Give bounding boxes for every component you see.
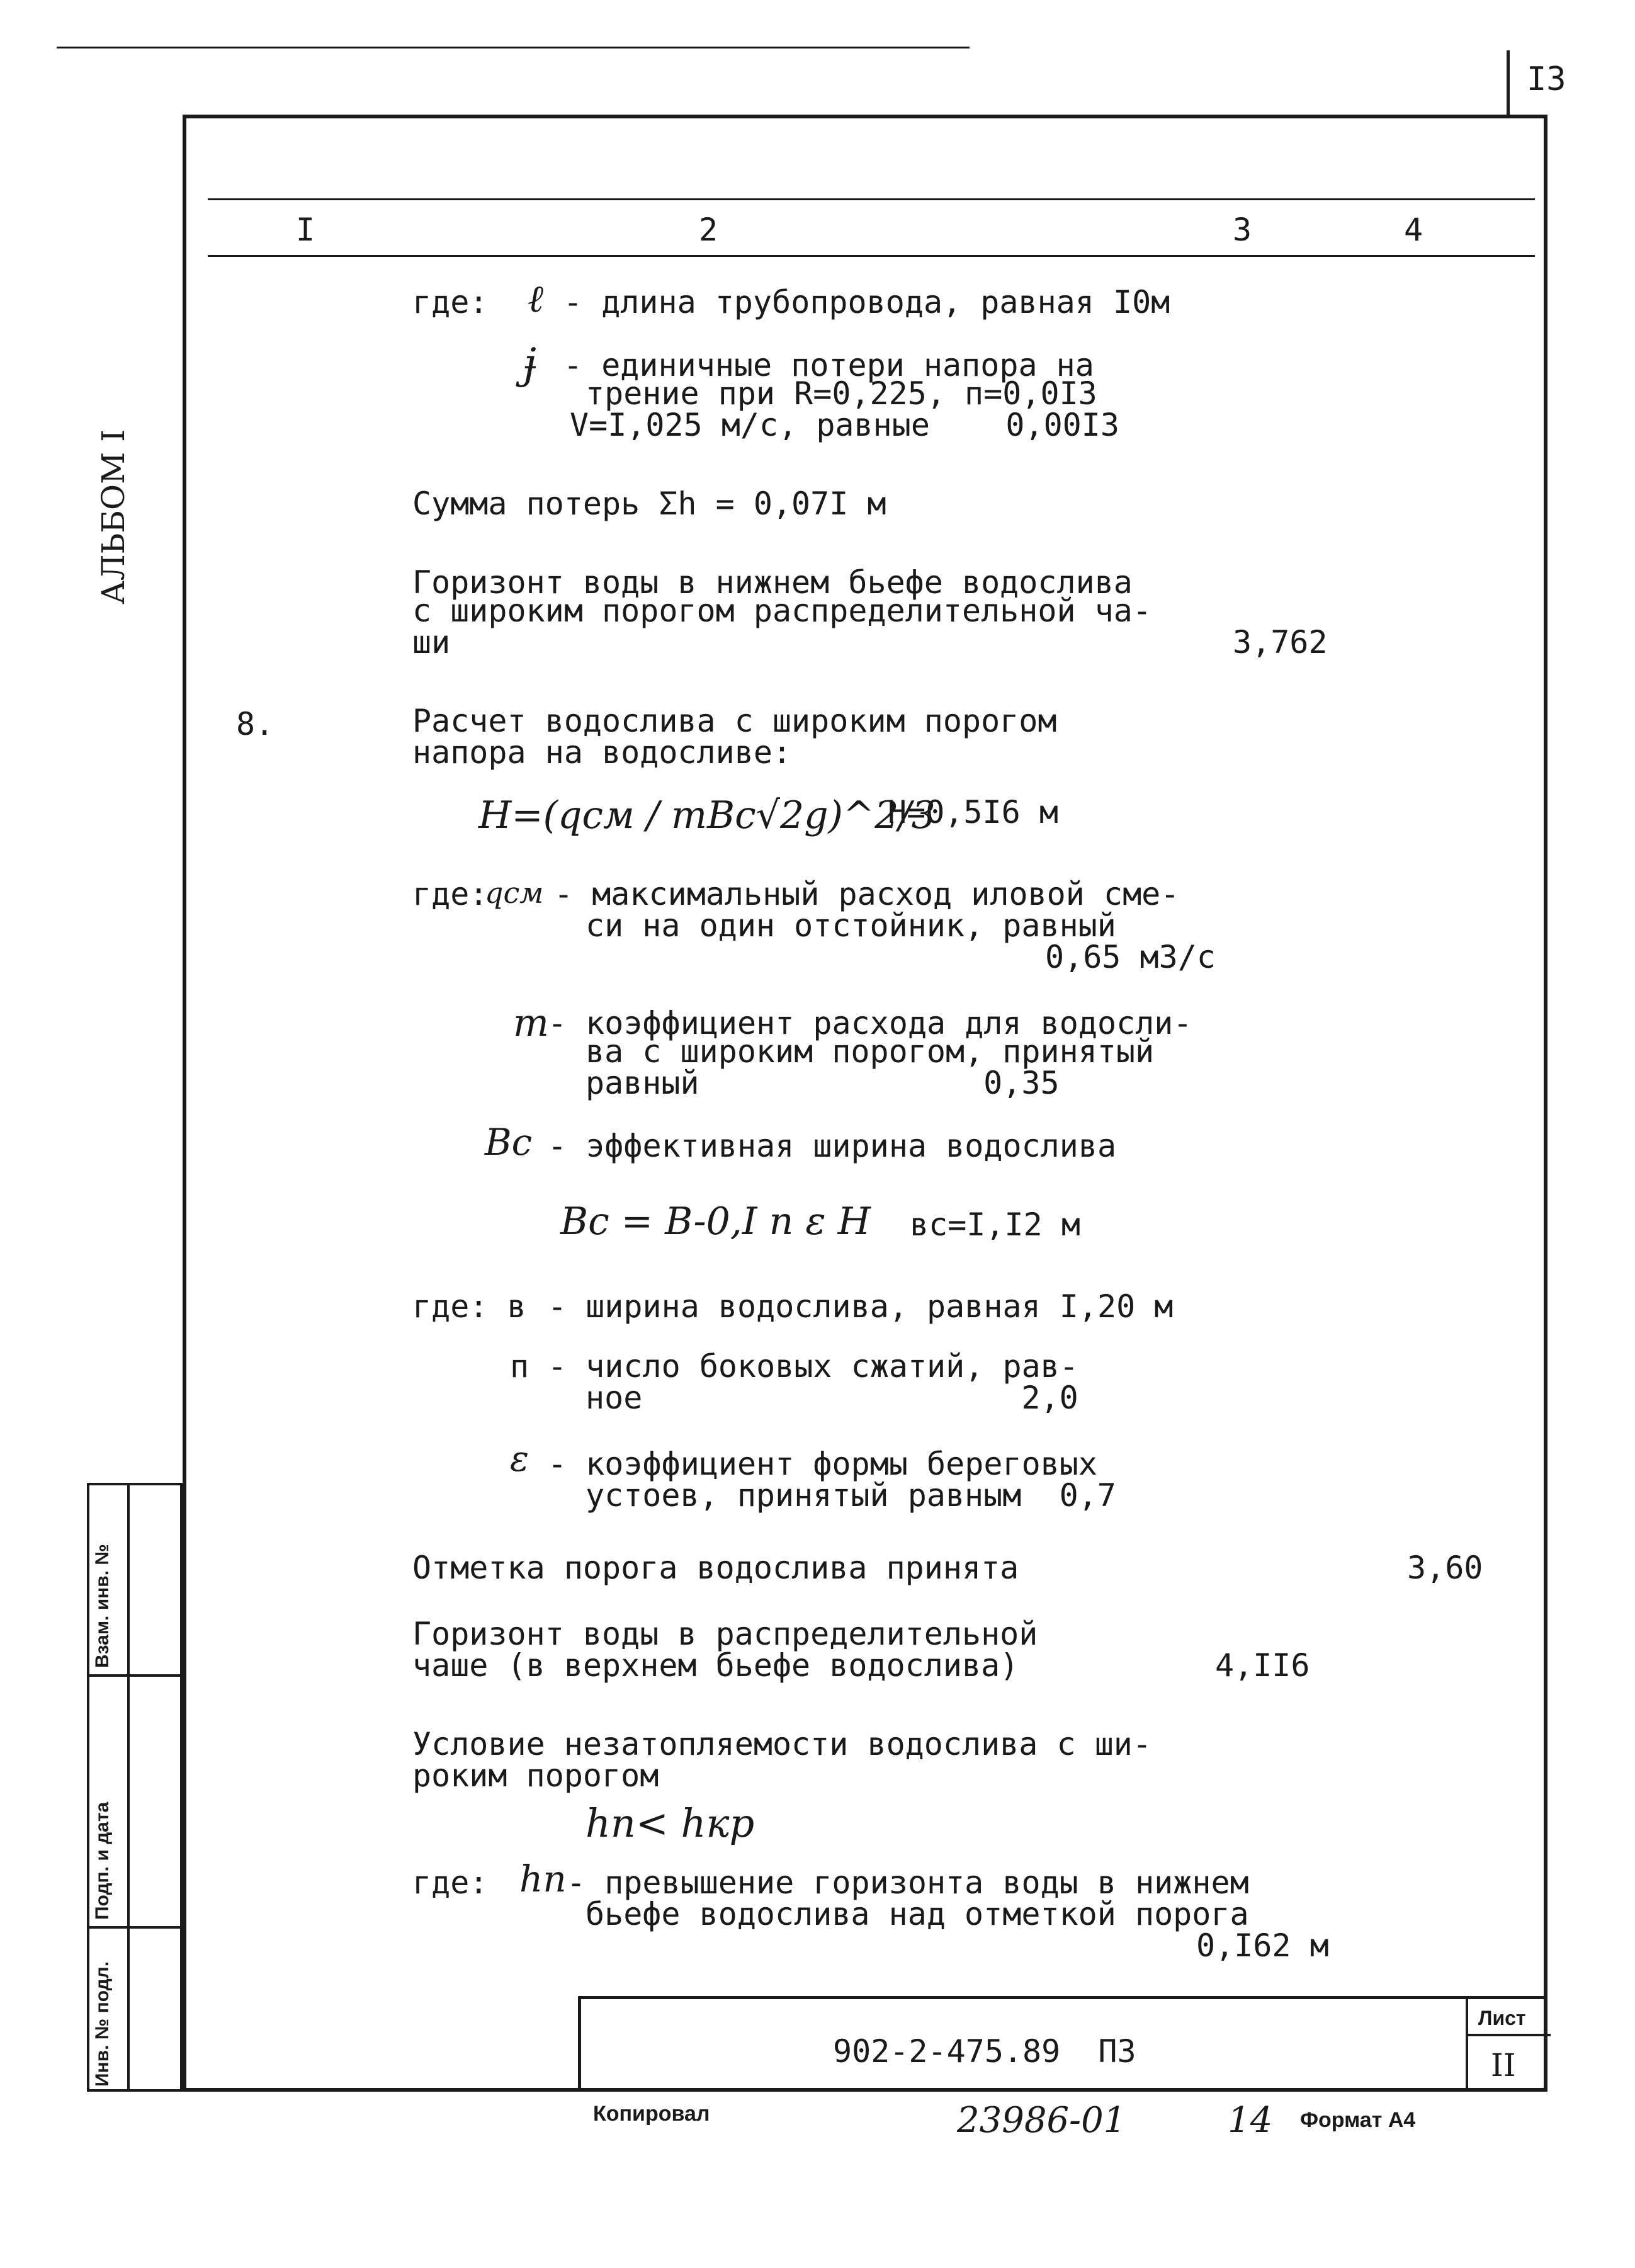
margin-label-inv: Инв. № подл.: [92, 1961, 113, 2087]
footer-copied: Копировал: [593, 2102, 710, 2126]
desc-i-3: V=I,025 м/с, равные 0,00I3: [570, 407, 1119, 443]
symbol-m: m: [513, 1001, 549, 1045]
desc-hn-3: 0,I62 м: [1196, 1927, 1329, 1964]
horizon-lower-3: ши: [412, 624, 451, 661]
column-header-4: 4: [1404, 212, 1423, 248]
desc-hn-1: - превышение горизонта воды в нижнем: [567, 1864, 1249, 1901]
symbol-i: ɉ: [523, 339, 536, 388]
desc-hn-2: бьефе водослива над отметкой порога: [586, 1896, 1249, 1932]
desc-m-2: ва с широким порогом, принятый: [586, 1033, 1155, 1070]
item-number-8: 8.: [236, 706, 274, 742]
condition-2: роким порогом: [412, 1757, 659, 1794]
where-label-q: где:: [412, 876, 489, 912]
condition-1: Условие незатопляемости водослива с ши-: [412, 1726, 1151, 1762]
formula-hn: hn< hкр: [586, 1800, 755, 1846]
symbol-q: qсм: [485, 876, 544, 910]
desc-n-2: ное 2,0: [586, 1380, 1078, 1416]
horizon-lower-value: 3,762: [1233, 624, 1328, 661]
desc-b: - ширина водослива, равная I,20 м: [548, 1288, 1174, 1325]
symbol-n: п: [510, 1348, 529, 1385]
desc-eps-2: устоев, принятый равным 0,7: [586, 1477, 1116, 1514]
sill-elevation-value: 3,60: [1407, 1550, 1483, 1586]
sheet-label: Лист: [1478, 2007, 1526, 2029]
desc-m-3: равный 0,35: [586, 1065, 1060, 1101]
sill-elevation: Отметка порога водослива принята: [412, 1550, 1019, 1586]
h-value: H=0,5I6 м: [888, 794, 1058, 831]
where-label-hn: где:: [412, 1864, 489, 1901]
footer-format: Формат А4: [1300, 2108, 1416, 2132]
formula-bc: Bc = B-0,I n ε H: [560, 1199, 871, 1244]
footer-handwritten-14: 14: [1228, 2100, 1273, 2141]
desc-q-3: 0,65 м3/с: [1045, 939, 1216, 975]
sheet-number: II: [1491, 2047, 1516, 2084]
symbol-bc: Bc: [485, 1121, 533, 1164]
desc-n-1: - число боковых сжатий, рав-: [548, 1348, 1078, 1385]
calc-heading-2: напора на водосливе:: [412, 734, 792, 771]
bc-value: вc=I,I2 м: [910, 1206, 1080, 1243]
page-number-divider: [1507, 50, 1510, 116]
page-number: I3: [1527, 60, 1566, 98]
symbol-l: ℓ: [528, 277, 543, 321]
horizon-upper-value: 4,II6: [1215, 1647, 1310, 1684]
margin-stamp: [87, 1483, 183, 2092]
title-block: [578, 1996, 1547, 2092]
column-header-3: 3: [1233, 212, 1252, 248]
desc-l: - длина трубопровода, равная I0м: [563, 284, 1170, 320]
desc-i-1: - единичные потери напора на: [563, 347, 1094, 383]
formula-h: H=(qсм / mBc√2g)^2/3: [478, 793, 936, 837]
desc-q-2: си на один отстойник, равный: [586, 907, 1116, 944]
footer-handwritten-number: 23986-01: [957, 2100, 1126, 2141]
document-code: 902-2-475.89 ПЗ: [833, 2033, 1136, 2070]
margin-label-vzam: Взам. инв. №: [92, 1544, 113, 1668]
symbol-eps: ε: [510, 1439, 529, 1480]
where-label-b: где: в: [412, 1288, 526, 1325]
horizon-upper-1: Горизонт воды в распределительной: [412, 1616, 1038, 1652]
desc-bc: - эффективная ширина водослива: [548, 1128, 1117, 1164]
desc-q-1: - максимальный расход иловой сме-: [554, 876, 1180, 912]
desc-m-1: - коэффициент расхода для водосли-: [548, 1005, 1192, 1041]
desc-eps-1: - коэффициент формы береговых: [548, 1446, 1097, 1482]
symbol-hn: hn: [519, 1857, 567, 1900]
column-header-1: I: [296, 212, 315, 248]
horizon-lower-2: с широким порогом распределительной ча-: [412, 593, 1151, 629]
margin-label-podp: Подп. и дата: [92, 1801, 113, 1920]
top-rule: [57, 47, 970, 48]
calc-heading-1: Расчет водослива с широким порогом: [412, 703, 1057, 739]
horizon-lower-1: Горизонт воды в нижнем бьефе водослива: [412, 564, 1133, 601]
column-header-2: 2: [699, 212, 718, 248]
where-label-l: где:: [412, 284, 489, 320]
desc-i-2: трение при R=0,225, п=0,0I3: [586, 375, 1097, 412]
sum-loss: Сумма потерь Σh = 0,07I м: [412, 485, 886, 522]
column-header-bottom: [208, 255, 1535, 257]
horizon-upper-2: чаше (в верхнем бьефе водослива): [412, 1647, 1019, 1684]
column-header-top: [208, 198, 1535, 200]
